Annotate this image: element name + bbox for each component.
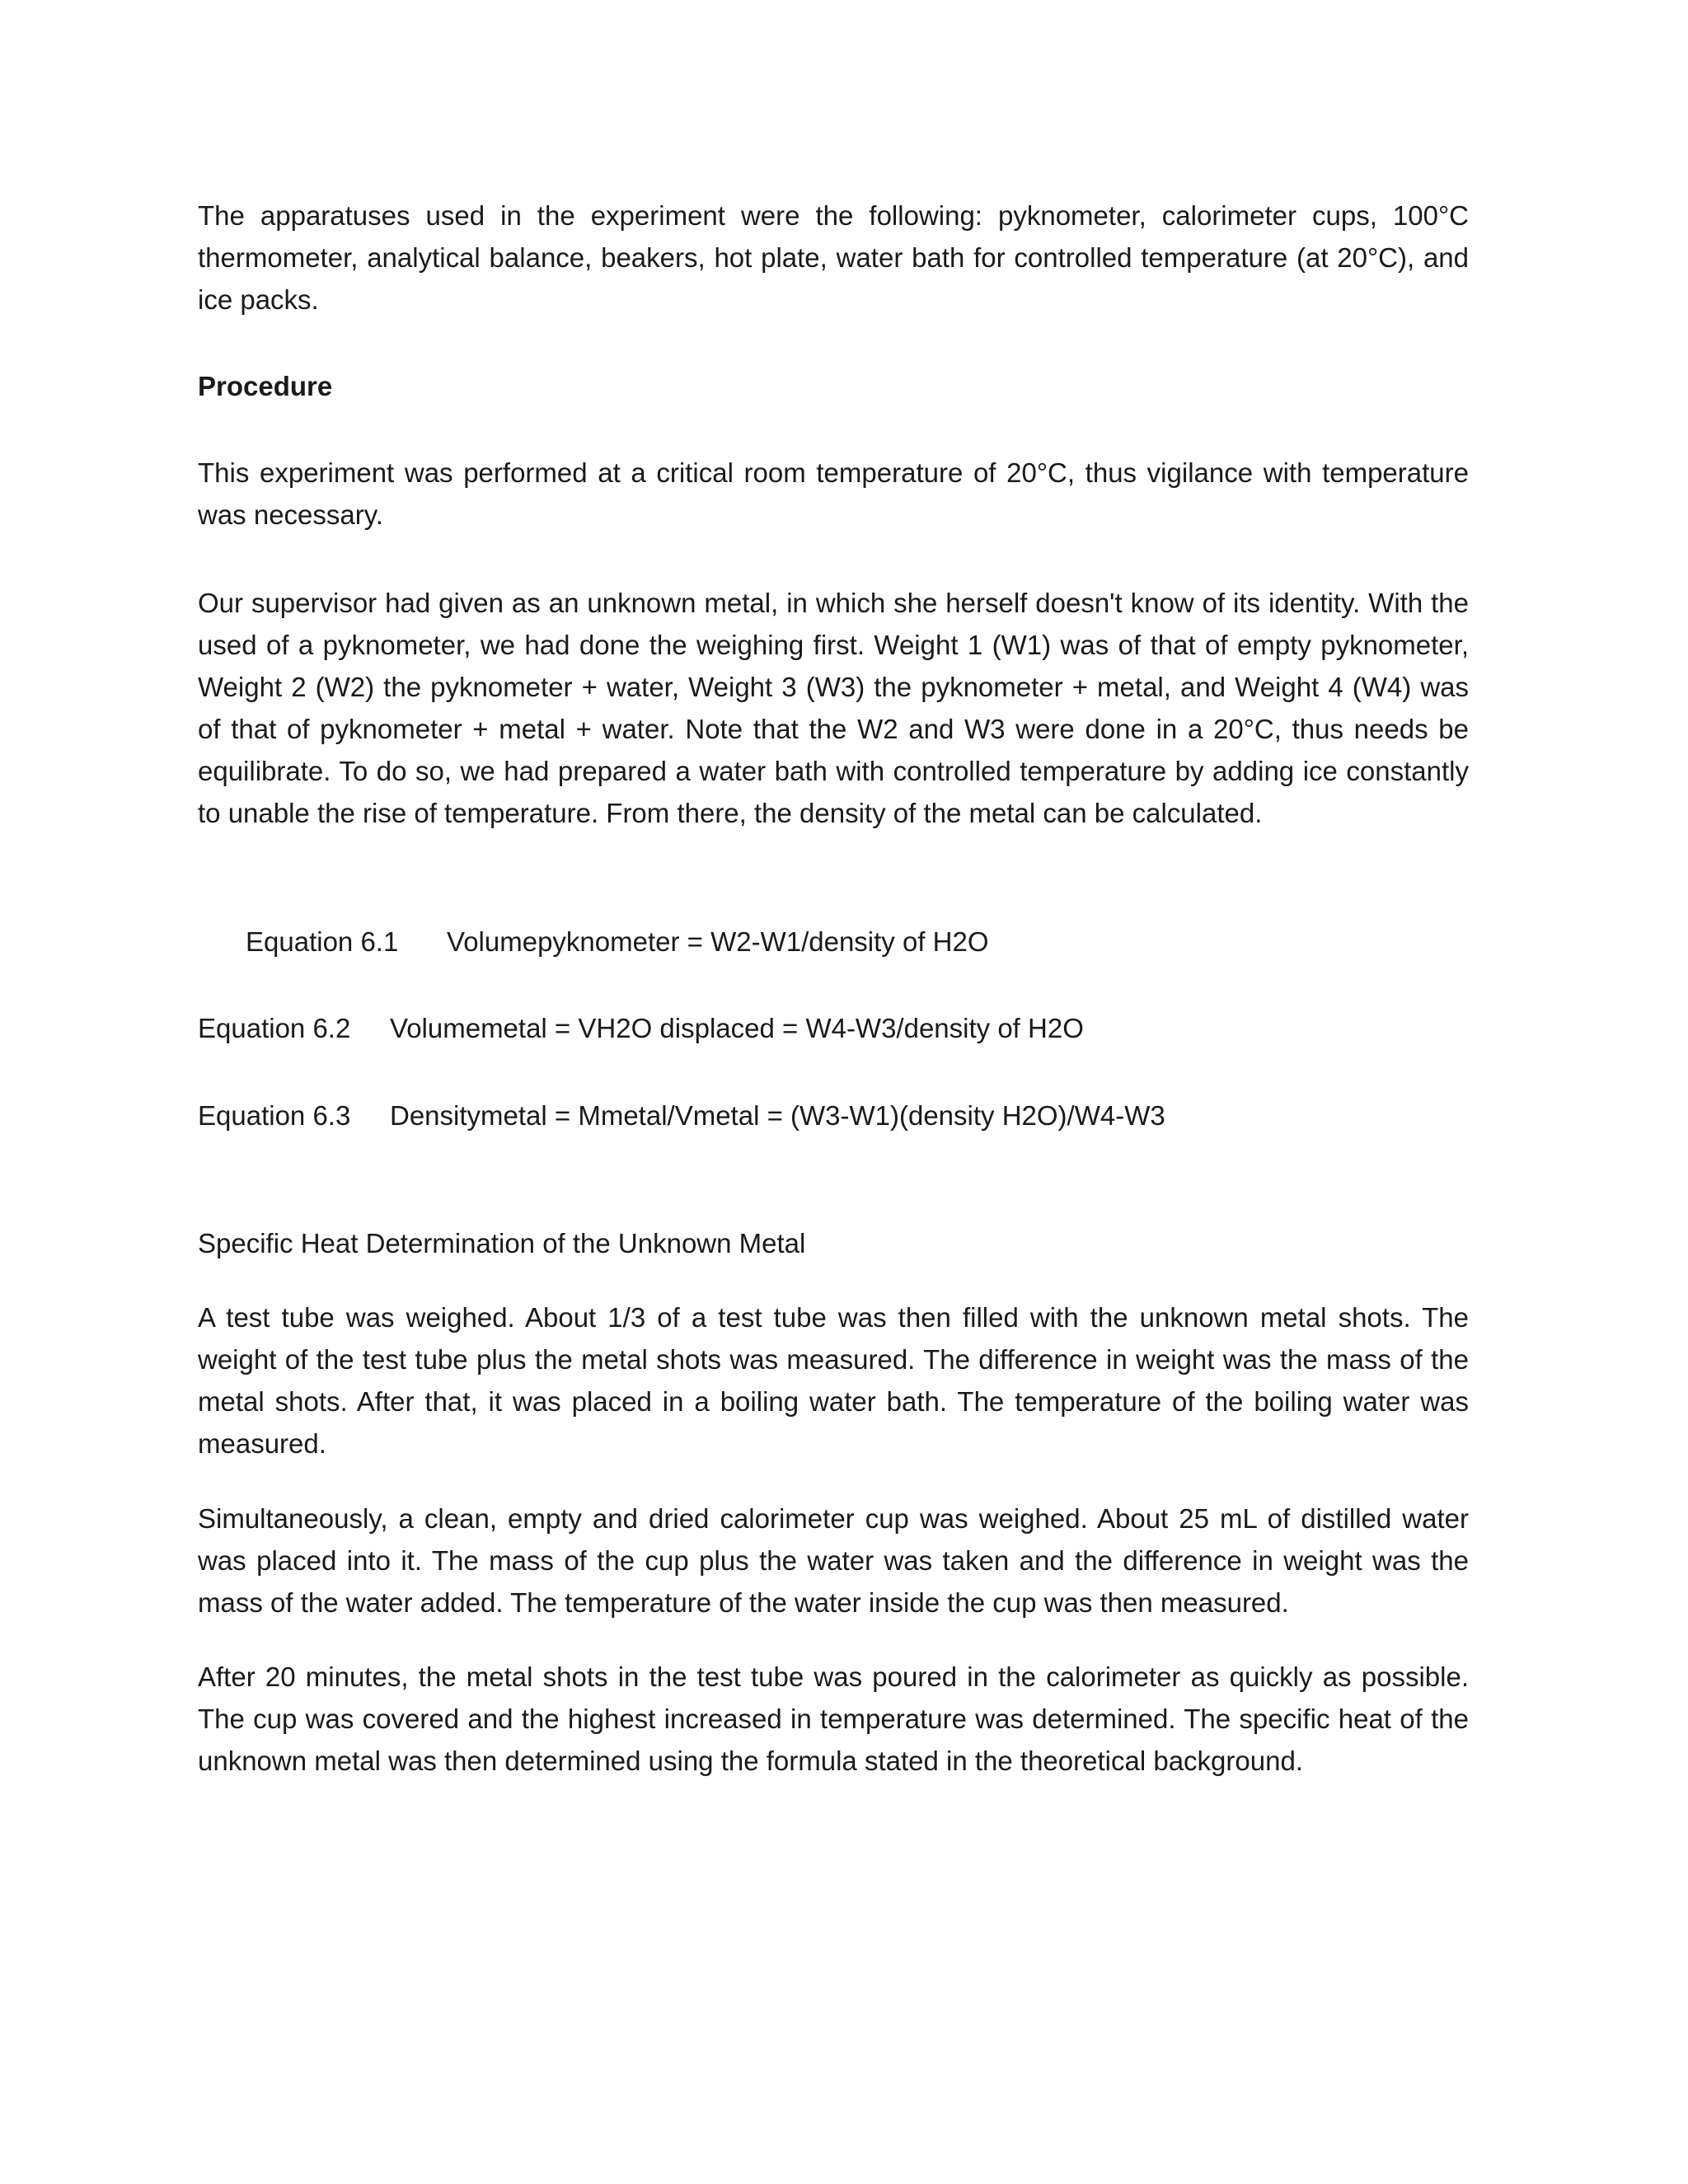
equation-label: Equation 6.3 [198,1100,351,1131]
equation-body: Volumepyknometer = W2-W1/density of H2O [447,926,989,957]
equation-6-2 [198,1007,1084,1049]
equation-body: Densitymetal = Mmetal/Vmetal = (W3-W1)(density H2O)/W4-W3 [390,1100,1165,1131]
equation-6-3 [198,1094,1165,1137]
specific-heat-title: Specific Heat Determination of the Unknown Metal [198,1228,806,1258]
equation-body: Volumemetal = VH2O displaced = W4-W3/density of H2O [390,1013,1084,1043]
specific-heat-paragraph-2: Simultaneously, a clean, empty and dried calorimeter cup was weighed. About 25 mL of distilled water was placed into it. The mass of the cup plus the water was taken and the difference in weight was the mass of the water added. The temperature of the water inside the cup was then measured. [198,1503,1469,1618]
equation-label: Equation 6.1 [246,926,399,957]
equation-label: Equation 6.2 [198,1013,351,1043]
equation-6-1 [246,921,989,963]
specific-heat-paragraph-1: A test tube was weighed. About 1/3 of a test tube was then filled with the unknown metal shots. The weight of the test tube plus the metal shots was measured. The difference in weight was the mass of the metal shots. After that, it was placed in a boiling water bath. The temperature of the boiling water was measured. [198,1302,1469,1459]
room-temperature-paragraph: This experiment was performed at a critical room temperature of 20°C, thus vigilance with temperature was necessary. [198,457,1469,530]
specific-heat-paragraph-3: After 20 minutes, the metal shots in the test tube was poured in the calorimeter as quickly as possible. The cup was covered and the highest increased in temperature was determined. The specific heat of the unknown metal was then determined using the formula stated in the theoretical background. [198,1661,1469,1776]
apparatus-paragraph: The apparatuses used in the experiment were the following: pyknometer, calorimeter cups, 100°C thermometer, analytical balance, beakers, hot plate, water bath for controlled temperature (at 20°C), and ice packs. [198,200,1469,315]
weighing-paragraph: Our supervisor had given as an unknown metal, in which she herself doesn't know of its identity. With the used of a pyknometer, we had done the weighing first. Weight 1 (W1) was of that of empty pyknometer, Weight 2 (W2) the pyknometer + water, Weight 3 (W3) the pyknometer + metal, and Weight 4 (W4) was of that of pyknometer + metal + water. Note that the W2 and W3 were done in a 20°C, thus needs be equilibrate. To do so, we had prepared a water bath with controlled temperature by adding ice constantly to unable the rise of temperature. From there, the density of the metal can be calculated. [198,588,1469,828]
procedure-heading: Procedure [198,371,333,401]
